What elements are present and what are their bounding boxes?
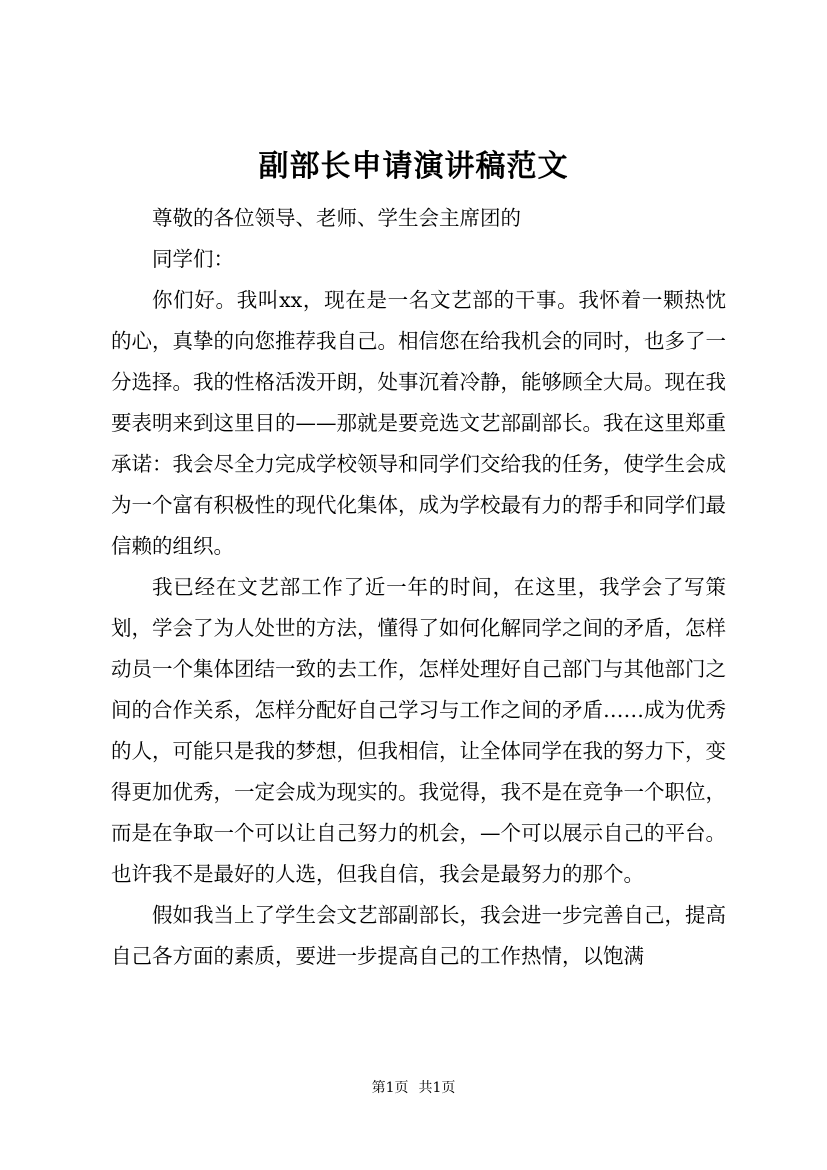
page-footer	[0, 1078, 827, 1098]
paragraph-plan: 假如我当上了学生会文艺部副部长，我会进一步完善自己，提高自己各方面的素质，要进一步提高自己的工作热情，以饱满	[111, 903, 726, 968]
document-body	[111, 198, 726, 977]
page-number: 第1页	[371, 1080, 409, 1096]
document-title: 副部长申请演讲稿范文	[258, 149, 569, 184]
page-total: 共1页	[418, 1080, 456, 1096]
salutation-line-2: 同学们：	[152, 247, 234, 271]
paragraph-introduction: 你们好。我叫xx，现在是一名文艺部的干事。我怀着一颗热忱的心，真挚的向您推荐我自己。相信您在给我机会的同时，也多了一分选择。我的性格活泼开朗，处事沉着冷静，能够顾全大局。现在我要表明来到这里目的——那就是要竞选文艺部副部长。我在这里郑重承诺：我会尽全力完成学校领导和同学们交给我的任务，使学生会成为一个富有积极性的现代化集体，成为学校最有力的帮手和同学们最信赖的组织。	[111, 288, 726, 558]
salutation-line-1: 尊敬的各位领导、老师、学生会主席团的	[152, 206, 521, 230]
paragraph-experience: 我已经在文艺部工作了近一年的时间，在这里，我学会了写策划，学会了为人处世的方法，懂得了如何化解同学之间的矛盾，怎样动员一个集体团结一致的去工作，怎样处理好自己部门与其他部门之间的合作关系，怎样分配好自己学习与工作之间的矛盾……成为优秀的人，可能只是我的梦想，但我相信，让全体同学在我的努力下，变得更加优秀，一定会成为现实的。我觉得，我不是在竞争一个职位，而是在争取一个可以让自己努力的机会，—个可以展示自己的平台。也许我不是最好的人选，但我自信，我会是最努力的那个。	[111, 575, 726, 886]
